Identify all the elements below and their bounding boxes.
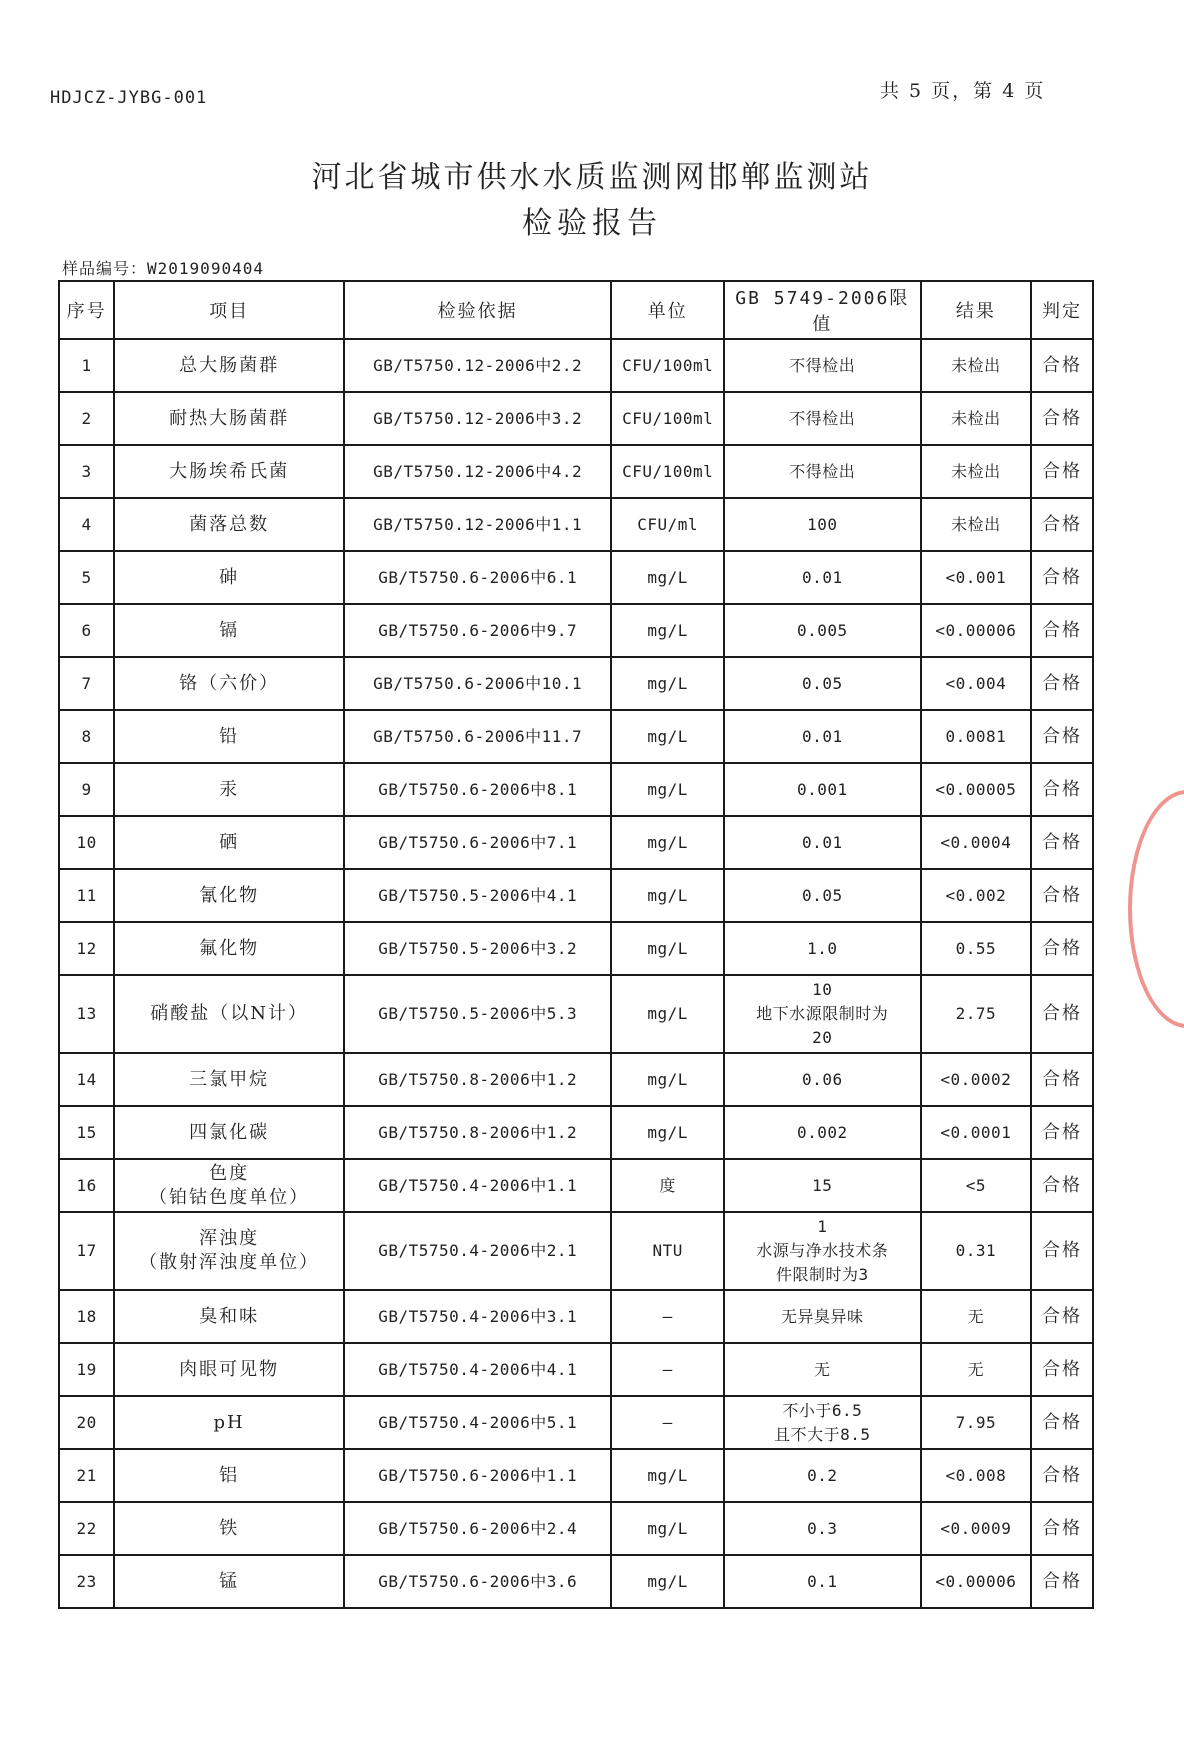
cell-item-line: 菌落总数 xyxy=(189,513,270,535)
cell-basis: GB/T5750.4-2006中4.1 xyxy=(344,1343,611,1396)
cell-limit xyxy=(724,392,921,445)
cell-basis: GB/T5750.6-2006中11.7 xyxy=(344,710,611,763)
table-row xyxy=(59,445,1093,498)
cell-unit: mg/L xyxy=(611,816,724,869)
cell-item-line: pH xyxy=(213,1411,245,1433)
cell-limit xyxy=(724,1053,921,1106)
cell-verdict: 合格 xyxy=(1031,710,1093,763)
cell-item xyxy=(114,1396,344,1449)
cell-verdict: 合格 xyxy=(1031,1053,1093,1106)
cell-basis: GB/T5750.12-2006中2.2 xyxy=(344,339,611,392)
cell-basis: GB/T5750.4-2006中2.1 xyxy=(344,1212,611,1290)
cell-item-line: 砷 xyxy=(219,566,240,588)
cell-item-line: 铬（六价） xyxy=(179,672,280,694)
cell-item-line: 汞 xyxy=(219,778,240,800)
cell-unit: mg/L xyxy=(611,1053,724,1106)
cell-item-line: 臭和味 xyxy=(199,1305,260,1327)
cell-limit-line: 地下水源限制时为 xyxy=(756,1004,889,1023)
table-row xyxy=(59,1290,1093,1343)
cell-result: <0.0009 xyxy=(921,1502,1031,1555)
cell-item xyxy=(114,1106,344,1159)
red-seal-stamp xyxy=(1128,790,1184,1028)
cell-limit xyxy=(724,816,921,869)
table-row xyxy=(59,657,1093,710)
cell-unit: CFU/100ml xyxy=(611,445,724,498)
cell-basis: GB/T5750.6-2006中7.1 xyxy=(344,816,611,869)
header-item: 项目 xyxy=(114,281,344,339)
cell-verdict: 合格 xyxy=(1031,1159,1093,1212)
cell-result: <0.001 xyxy=(921,551,1031,604)
cell-result: 无 xyxy=(921,1343,1031,1396)
cell-basis: GB/T5750.6-2006中3.6 xyxy=(344,1555,611,1608)
cell-unit: — xyxy=(611,1343,724,1396)
header-verdict: 判定 xyxy=(1031,281,1093,339)
cell-limit xyxy=(724,657,921,710)
cell-item xyxy=(114,392,344,445)
cell-item-line: 氰化物 xyxy=(199,884,260,906)
table-header-row xyxy=(59,281,1093,339)
cell-item-line: （散射浑浊度单位） xyxy=(139,1252,320,1273)
cell-limit xyxy=(724,1502,921,1555)
cell-no: 8 xyxy=(59,710,114,763)
cell-result: 2.75 xyxy=(921,975,1031,1053)
cell-verdict: 合格 xyxy=(1031,445,1093,498)
cell-limit-line: 0.3 xyxy=(807,1518,838,1538)
cell-result: 未检出 xyxy=(921,498,1031,551)
cell-limit-line: 无 xyxy=(814,1359,831,1379)
cell-verdict: 合格 xyxy=(1031,763,1093,816)
cell-item xyxy=(114,922,344,975)
table-row xyxy=(59,392,1093,445)
cell-result: <0.00006 xyxy=(921,1555,1031,1608)
cell-limit-line: 15 xyxy=(812,1175,833,1195)
cell-limit-line: 无异臭异味 xyxy=(781,1306,864,1326)
cell-limit xyxy=(724,975,921,1053)
cell-limit-line: 且不大于8.5 xyxy=(774,1424,871,1444)
cell-item-line: 硝酸盐（以N计） xyxy=(150,1003,308,1024)
cell-limit-line: 1 xyxy=(817,1217,828,1236)
cell-limit-line: 10 xyxy=(812,980,833,999)
cell-result: <0.00005 xyxy=(921,763,1031,816)
cell-basis: GB/T5750.5-2006中5.3 xyxy=(344,975,611,1053)
cell-result: <0.004 xyxy=(921,657,1031,710)
report-title: 河北省城市供水水质监测网邯郸监测站 xyxy=(311,160,873,195)
table-row xyxy=(59,339,1093,392)
cell-no: 10 xyxy=(59,816,114,869)
table-row xyxy=(59,1343,1093,1396)
cell-no: 23 xyxy=(59,1555,114,1608)
cell-result: <5 xyxy=(921,1159,1031,1212)
header-limit: GB 5749-2006限值 xyxy=(724,281,921,339)
cell-result: 未检出 xyxy=(921,339,1031,392)
cell-limit-line: 0.05 xyxy=(802,673,843,693)
header-basis: 检验依据 xyxy=(344,281,611,339)
cell-unit: mg/L xyxy=(611,922,724,975)
cell-verdict: 合格 xyxy=(1031,1343,1093,1396)
cell-item xyxy=(114,763,344,816)
cell-limit xyxy=(724,445,921,498)
cell-unit: CFU/100ml xyxy=(611,339,724,392)
table-row xyxy=(59,922,1093,975)
cell-result: <0.0002 xyxy=(921,1053,1031,1106)
cell-item xyxy=(114,1343,344,1396)
cell-item-line: 总大肠菌群 xyxy=(179,354,280,376)
cell-no: 2 xyxy=(59,392,114,445)
cell-no: 15 xyxy=(59,1106,114,1159)
table-row xyxy=(59,1449,1093,1502)
cell-unit: — xyxy=(611,1290,724,1343)
cell-no: 4 xyxy=(59,498,114,551)
table-row xyxy=(59,1106,1093,1159)
cell-limit xyxy=(724,1343,921,1396)
cell-verdict: 合格 xyxy=(1031,1212,1093,1290)
cell-result: 无 xyxy=(921,1290,1031,1343)
cell-basis: GB/T5750.6-2006中10.1 xyxy=(344,657,611,710)
cell-no: 18 xyxy=(59,1290,114,1343)
cell-limit-line: 0.05 xyxy=(802,885,843,905)
cell-unit: — xyxy=(611,1396,724,1449)
table-body xyxy=(59,339,1093,1608)
cell-item-line: 肉眼可见物 xyxy=(179,1358,280,1380)
cell-item xyxy=(114,816,344,869)
cell-limit xyxy=(724,1212,921,1290)
cell-verdict: 合格 xyxy=(1031,816,1093,869)
cell-verdict: 合格 xyxy=(1031,339,1093,392)
cell-item-line: （铂钴色度单位） xyxy=(149,1186,310,1208)
cell-basis: GB/T5750.8-2006中1.2 xyxy=(344,1106,611,1159)
cell-basis: GB/T5750.5-2006中3.2 xyxy=(344,922,611,975)
cell-basis: GB/T5750.5-2006中4.1 xyxy=(344,869,611,922)
table-row xyxy=(59,1502,1093,1555)
sample-number xyxy=(62,256,264,279)
cell-no: 9 xyxy=(59,763,114,816)
cell-item xyxy=(114,1449,344,1502)
cell-verdict: 合格 xyxy=(1031,657,1093,710)
cell-basis: GB/T5750.6-2006中8.1 xyxy=(344,763,611,816)
cell-verdict: 合格 xyxy=(1031,1290,1093,1343)
cell-item-line: 氟化物 xyxy=(199,937,260,959)
cell-limit-line: 0.06 xyxy=(802,1069,843,1089)
table-row xyxy=(59,1396,1093,1449)
cell-limit-line: 不得检出 xyxy=(789,408,856,428)
cell-item-line: 四氯化碳 xyxy=(189,1121,270,1143)
cell-basis: GB/T5750.4-2006中1.1 xyxy=(344,1159,611,1212)
cell-limit xyxy=(724,710,921,763)
cell-basis: GB/T5750.6-2006中6.1 xyxy=(344,551,611,604)
cell-item-line: 铅 xyxy=(219,725,240,747)
cell-item xyxy=(114,710,344,763)
cell-limit xyxy=(724,922,921,975)
cell-item-line: 硒 xyxy=(219,831,240,853)
cell-unit: mg/L xyxy=(611,551,724,604)
cell-unit: mg/L xyxy=(611,1502,724,1555)
cell-result: <0.0001 xyxy=(921,1106,1031,1159)
report-subtitle: 检验报告 xyxy=(522,206,662,241)
table-row xyxy=(59,604,1093,657)
cell-item xyxy=(114,339,344,392)
cell-result: <0.008 xyxy=(921,1449,1031,1502)
table-row xyxy=(59,498,1093,551)
table-row xyxy=(59,1159,1093,1212)
cell-verdict: 合格 xyxy=(1031,604,1093,657)
cell-limit xyxy=(724,498,921,551)
cell-basis: GB/T5750.12-2006中4.2 xyxy=(344,445,611,498)
cell-no: 16 xyxy=(59,1159,114,1212)
cell-basis: GB/T5750.12-2006中1.1 xyxy=(344,498,611,551)
cell-result: 未检出 xyxy=(921,392,1031,445)
cell-result: 7.95 xyxy=(921,1396,1031,1449)
cell-limit xyxy=(724,604,921,657)
cell-verdict: 合格 xyxy=(1031,1555,1093,1608)
cell-item-line: 耐热大肠菌群 xyxy=(169,407,290,429)
cell-unit: NTU xyxy=(611,1212,724,1290)
cell-no: 6 xyxy=(59,604,114,657)
cell-limit-line: 0.01 xyxy=(802,726,843,746)
cell-no: 3 xyxy=(59,445,114,498)
cell-item xyxy=(114,1212,344,1290)
cell-limit xyxy=(724,1555,921,1608)
cell-limit-line: 0.005 xyxy=(796,620,848,640)
cell-basis: GB/T5750.6-2006中9.7 xyxy=(344,604,611,657)
cell-unit: mg/L xyxy=(611,1106,724,1159)
cell-result: 未检出 xyxy=(921,445,1031,498)
cell-unit: 度 xyxy=(611,1159,724,1212)
cell-result: <0.002 xyxy=(921,869,1031,922)
cell-verdict: 合格 xyxy=(1031,1396,1093,1449)
header-no: 序号 xyxy=(59,281,114,339)
cell-item xyxy=(114,975,344,1053)
cell-limit xyxy=(724,869,921,922)
cell-limit xyxy=(724,1106,921,1159)
cell-basis: GB/T5750.4-2006中5.1 xyxy=(344,1396,611,1449)
table-row xyxy=(59,816,1093,869)
table-row xyxy=(59,869,1093,922)
cell-verdict: 合格 xyxy=(1031,869,1093,922)
cell-limit-line: 水源与净水技术条 xyxy=(756,1241,889,1260)
cell-item-line: 镉 xyxy=(219,619,240,641)
cell-verdict: 合格 xyxy=(1031,498,1093,551)
cell-item-line: 色度 xyxy=(209,1162,250,1184)
cell-item-line: 大肠埃希氏菌 xyxy=(169,460,290,482)
cell-basis: GB/T5750.6-2006中2.4 xyxy=(344,1502,611,1555)
cell-limit-line: 100 xyxy=(807,514,838,534)
cell-limit xyxy=(724,1449,921,1502)
cell-no: 11 xyxy=(59,869,114,922)
cell-no: 22 xyxy=(59,1502,114,1555)
cell-unit: mg/L xyxy=(611,710,724,763)
cell-result: 0.55 xyxy=(921,922,1031,975)
cell-item xyxy=(114,869,344,922)
cell-verdict: 合格 xyxy=(1031,1449,1093,1502)
cell-limit-line: 0.002 xyxy=(796,1122,848,1142)
cell-limit-line: 0.01 xyxy=(802,567,843,587)
cell-basis: GB/T5750.4-2006中3.1 xyxy=(344,1290,611,1343)
page-info: 共 5 页，第 4 页 xyxy=(880,80,1046,102)
cell-item xyxy=(114,498,344,551)
cell-unit: CFU/100ml xyxy=(611,392,724,445)
cell-unit: mg/L xyxy=(611,975,724,1053)
cell-unit: mg/L xyxy=(611,604,724,657)
cell-basis: GB/T5750.6-2006中1.1 xyxy=(344,1449,611,1502)
cell-limit-line: 不小于6.5 xyxy=(782,1400,863,1420)
table-row xyxy=(59,551,1093,604)
table-row xyxy=(59,1212,1093,1290)
cell-unit: CFU/ml xyxy=(611,498,724,551)
cell-item xyxy=(114,551,344,604)
cell-limit-line: 1.0 xyxy=(807,938,838,958)
cell-item-line: 浑浊度 xyxy=(199,1228,260,1249)
sample-number-value: W2019090404 xyxy=(147,259,264,278)
cell-no: 5 xyxy=(59,551,114,604)
cell-item xyxy=(114,1555,344,1608)
cell-limit xyxy=(724,1396,921,1449)
table-row xyxy=(59,710,1093,763)
cell-result: <0.00006 xyxy=(921,604,1031,657)
cell-limit xyxy=(724,1290,921,1343)
cell-item-line: 锰 xyxy=(219,1570,240,1592)
cell-item xyxy=(114,657,344,710)
header-result: 结果 xyxy=(921,281,1031,339)
cell-item-line: 三氯甲烷 xyxy=(189,1068,270,1090)
cell-result: <0.0004 xyxy=(921,816,1031,869)
table-row xyxy=(59,1555,1093,1608)
cell-verdict: 合格 xyxy=(1031,922,1093,975)
cell-limit xyxy=(724,1159,921,1212)
cell-verdict: 合格 xyxy=(1031,975,1093,1053)
cell-item xyxy=(114,1159,344,1212)
cell-no: 19 xyxy=(59,1343,114,1396)
cell-verdict: 合格 xyxy=(1031,1106,1093,1159)
table-row xyxy=(59,1053,1093,1106)
cell-unit: mg/L xyxy=(611,1449,724,1502)
cell-item-line: 铝 xyxy=(219,1464,240,1486)
cell-no: 1 xyxy=(59,339,114,392)
cell-result: 0.31 xyxy=(921,1212,1031,1290)
cell-unit: mg/L xyxy=(611,763,724,816)
cell-result: 0.0081 xyxy=(921,710,1031,763)
cell-item xyxy=(114,1053,344,1106)
cell-limit-line: 0.1 xyxy=(807,1571,838,1591)
cell-no: 7 xyxy=(59,657,114,710)
cell-no: 17 xyxy=(59,1212,114,1290)
table-row xyxy=(59,763,1093,816)
cell-limit-line: 0.01 xyxy=(802,832,843,852)
cell-no: 21 xyxy=(59,1449,114,1502)
cell-no: 20 xyxy=(59,1396,114,1449)
cell-verdict: 合格 xyxy=(1031,1502,1093,1555)
cell-limit-line: 20 xyxy=(812,1028,833,1047)
cell-item xyxy=(114,1502,344,1555)
cell-basis: GB/T5750.12-2006中3.2 xyxy=(344,392,611,445)
cell-item xyxy=(114,445,344,498)
cell-no: 14 xyxy=(59,1053,114,1106)
cell-limit-line: 不得检出 xyxy=(789,355,856,375)
header-unit: 单位 xyxy=(611,281,724,339)
cell-unit: mg/L xyxy=(611,869,724,922)
cell-limit-line: 0.001 xyxy=(796,779,848,799)
cell-limit xyxy=(724,551,921,604)
sample-number-label: 样品编号： xyxy=(62,259,148,278)
cell-item xyxy=(114,604,344,657)
document-code: HDJCZ-JYBG-001 xyxy=(50,88,208,108)
inspection-table xyxy=(58,280,1094,1609)
cell-limit xyxy=(724,339,921,392)
cell-no: 12 xyxy=(59,922,114,975)
cell-unit: mg/L xyxy=(611,657,724,710)
cell-no: 13 xyxy=(59,975,114,1053)
cell-limit-line: 件限制时为3 xyxy=(775,1265,869,1284)
cell-item-line: 铁 xyxy=(219,1517,240,1539)
cell-limit-line: 0.2 xyxy=(807,1465,838,1485)
cell-item xyxy=(114,1290,344,1343)
cell-verdict: 合格 xyxy=(1031,392,1093,445)
cell-basis: GB/T5750.8-2006中1.2 xyxy=(344,1053,611,1106)
cell-limit xyxy=(724,763,921,816)
cell-verdict: 合格 xyxy=(1031,551,1093,604)
table-row xyxy=(59,975,1093,1053)
cell-unit: mg/L xyxy=(611,1555,724,1608)
cell-limit-line: 不得检出 xyxy=(789,461,856,481)
